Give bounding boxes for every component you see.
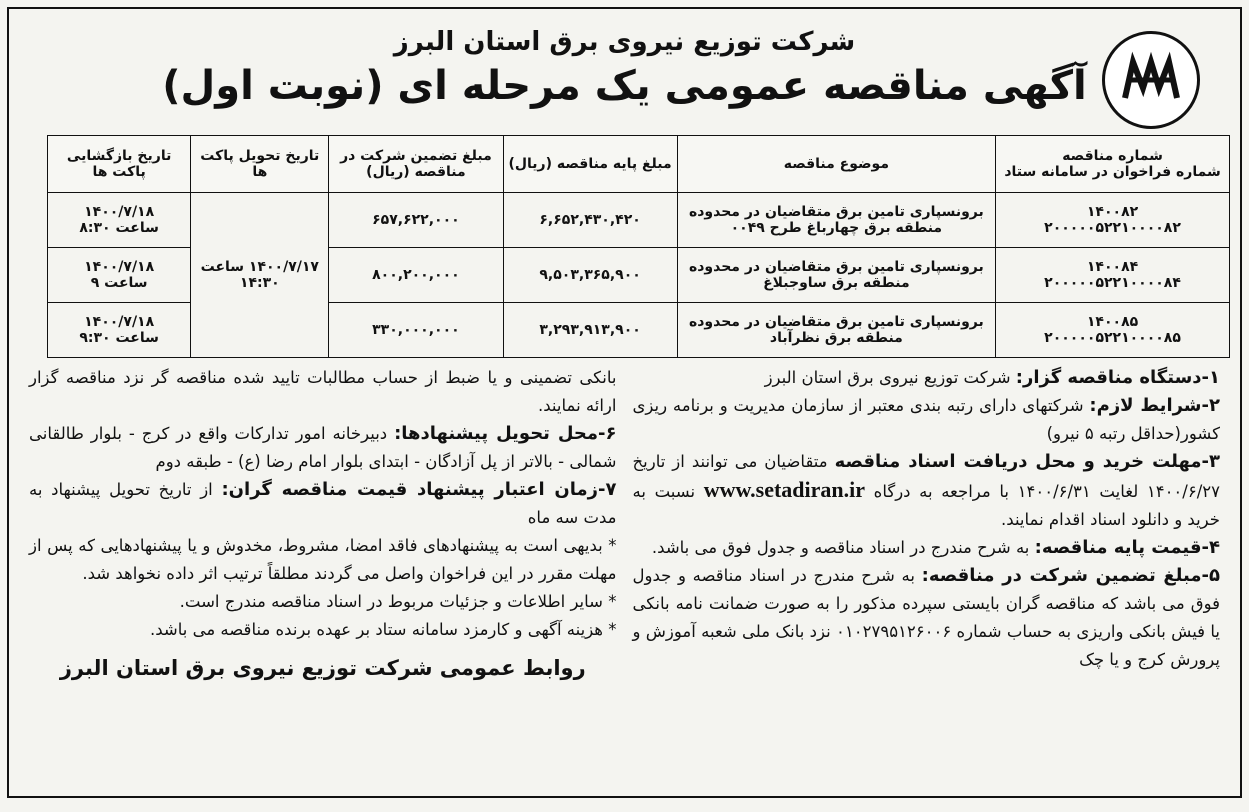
company-name: شرکت توزیع نیروی برق استان البرز (393, 27, 856, 57)
notice-body (29, 364, 1220, 786)
guarantee-amount-cell: ۶۵۷,۶۲۲,۰۰۰ (329, 193, 503, 248)
note-2: * سایر اطلاعات و جزئیات مربوط در اسناد مناقصه مندرج است. (179, 592, 617, 611)
header-tender-number: شماره مناقصه شماره فراخوان در سامانه ستاد (996, 136, 1230, 193)
note-3: * هزینه آگهی و کارمزد سامانه ستاد بر عهده برنده مناقصه می باشد. (149, 620, 617, 639)
opening-date-cell: ۱۴۰۰/۷/۱۸ ساعت ۹:۳۰ (48, 303, 191, 358)
section-5: ۵-مبلغ تضمین شرکت در مناقصه: به شرح مندرج در اسناد مناقصه و جدول فوق می باشد که مناقصه گران بایستی سپرده مذکور را به صورت ضمانت نامه بانکی یا فیش بانکی واریزی به حساب شماره ۰۱۰۲۷۹۵۱۲۶۰۰۶ نزد بانک ملی شعبه آموزش و پرورش کرج و یا چک (632, 565, 1220, 669)
header-guarantee-amount: مبلغ تضمین شرکت در مناقصه (ریال) (329, 136, 503, 193)
subject-cell: برونسپاری تامین برق متقاضیان در محدوده منطقه برق نظرآباد (677, 303, 995, 358)
notice-header (9, 9, 1240, 129)
base-amount-cell: ۹,۵۰۳,۳۶۵,۹۰۰ (503, 248, 677, 303)
table-row (48, 193, 1230, 248)
header-delivery-date: تاریخ تحویل پاکت ها (191, 136, 329, 193)
header-opening-date: تاریخ بازگشایی پاکت ها (48, 136, 191, 193)
right-column (633, 364, 1221, 786)
base-amount-cell: ۳,۲۹۳,۹۱۳,۹۰۰ (503, 303, 677, 358)
header-base-amount: مبلغ پایه مناقصه (ریال) (503, 136, 677, 193)
guarantee-amount-cell: ۳۳۰,۰۰۰,۰۰۰ (329, 303, 503, 358)
table-header-row (48, 136, 1230, 193)
tender-number-cell: ۱۴۰۰۸۲ ۲۰۰۰۰۰۵۲۲۱۰۰۰۰۸۲ (996, 193, 1230, 248)
section-5-continued: بانکی تضمینی و یا ضبط از حساب مطالبات تایید شده مناقصه گر نزد مناقصه گزار ارائه نمایند. (29, 368, 617, 415)
opening-date-cell: ۱۴۰۰/۷/۱۸ ساعت ۸:۳۰ (48, 193, 191, 248)
opening-date-cell: ۱۴۰۰/۷/۱۸ ساعت ۹ (48, 248, 191, 303)
section-2: ۲-شرایط لازم: شرکتهای دارای رتبه بندی معتبر از سازمان مدیریت و برنامه ریزی کشور(حداقل رتبه ۵ نیرو) (632, 395, 1220, 443)
notice-page (7, 7, 1242, 798)
base-amount-cell: ۶,۶۵۲,۴۳۰,۴۲۰ (503, 193, 677, 248)
public-relations-signature: روابط عمومی شرکت توزیع نیروی برق استان البرز (59, 656, 586, 680)
section-7: ۷-زمان اعتبار پیشنهاد قیمت مناقصه گران: از تاریخ تحویل پیشنهاد به مدت سه ماه (29, 479, 617, 527)
note-1: * بدیهی است به پیشنهادهای فاقد امضا، مشروط، مخدوش و یا پیشنهادهایی که پس از مهلت مقرر در این فراخوان واصل می گردند مطلقاً ترتیب اثر داده نخواهد شد. (29, 536, 617, 583)
section-3: ۳-مهلت خرید و محل دریافت اسناد مناقصه متقاضیان می توانند از تاریخ ۱۴۰۰/۶/۲۷ لغایت ۱۴۰۰/۶/۳۱ با مراجعه به درگاه www.setadiran.ir نسبت به خرید و دانلود اسناد اقدام نمایند. (632, 451, 1221, 529)
notice-title: آگهی مناقصه عمومی یک مرحله ای (نوبت اول) (162, 63, 1087, 109)
header-subject: موضوع مناقصه (677, 136, 995, 193)
tender-number-cell: ۱۴۰۰۸۵ ۲۰۰۰۰۰۵۲۲۱۰۰۰۰۸۵ (996, 303, 1230, 358)
subject-cell: برونسپاری تامین برق متقاضیان در محدوده منطقه برق چهارباغ طرح ۰۰۴۹ (677, 193, 995, 248)
tender-number-cell: ۱۴۰۰۸۴ ۲۰۰۰۰۰۵۲۲۱۰۰۰۰۸۴ (996, 248, 1230, 303)
delivery-date-cell: ۱۴۰۰/۷/۱۷ ساعت ۱۴:۳۰ (191, 193, 329, 358)
section-6: ۶-محل تحویل پیشنهادها: دبیرخانه امور تدارکات واقع در کرج - بلوار طالقانی شمالی - بالاتر از پل آزادگان - ابتدای بلوار امام رضا (ع) - طبقه دوم (29, 423, 617, 471)
setadiran-link[interactable]: www.setadiran.ir (703, 477, 866, 502)
guarantee-amount-cell: ۸۰۰,۲۰۰,۰۰۰ (329, 248, 503, 303)
tender-table (47, 135, 1230, 358)
left-column (29, 364, 617, 786)
section-1: ۱-دستگاه مناقصه گزار: شرکت توزیع نیروی برق استان البرز (764, 367, 1220, 388)
subject-cell: برونسپاری تامین برق متقاضیان در محدوده منطقه برق ساوجبلاغ (677, 248, 995, 303)
section-4: ۴-قیمت پایه مناقصه: به شرح مندرج در اسناد مناقصه و جدول فوق می باشد. (651, 537, 1220, 558)
